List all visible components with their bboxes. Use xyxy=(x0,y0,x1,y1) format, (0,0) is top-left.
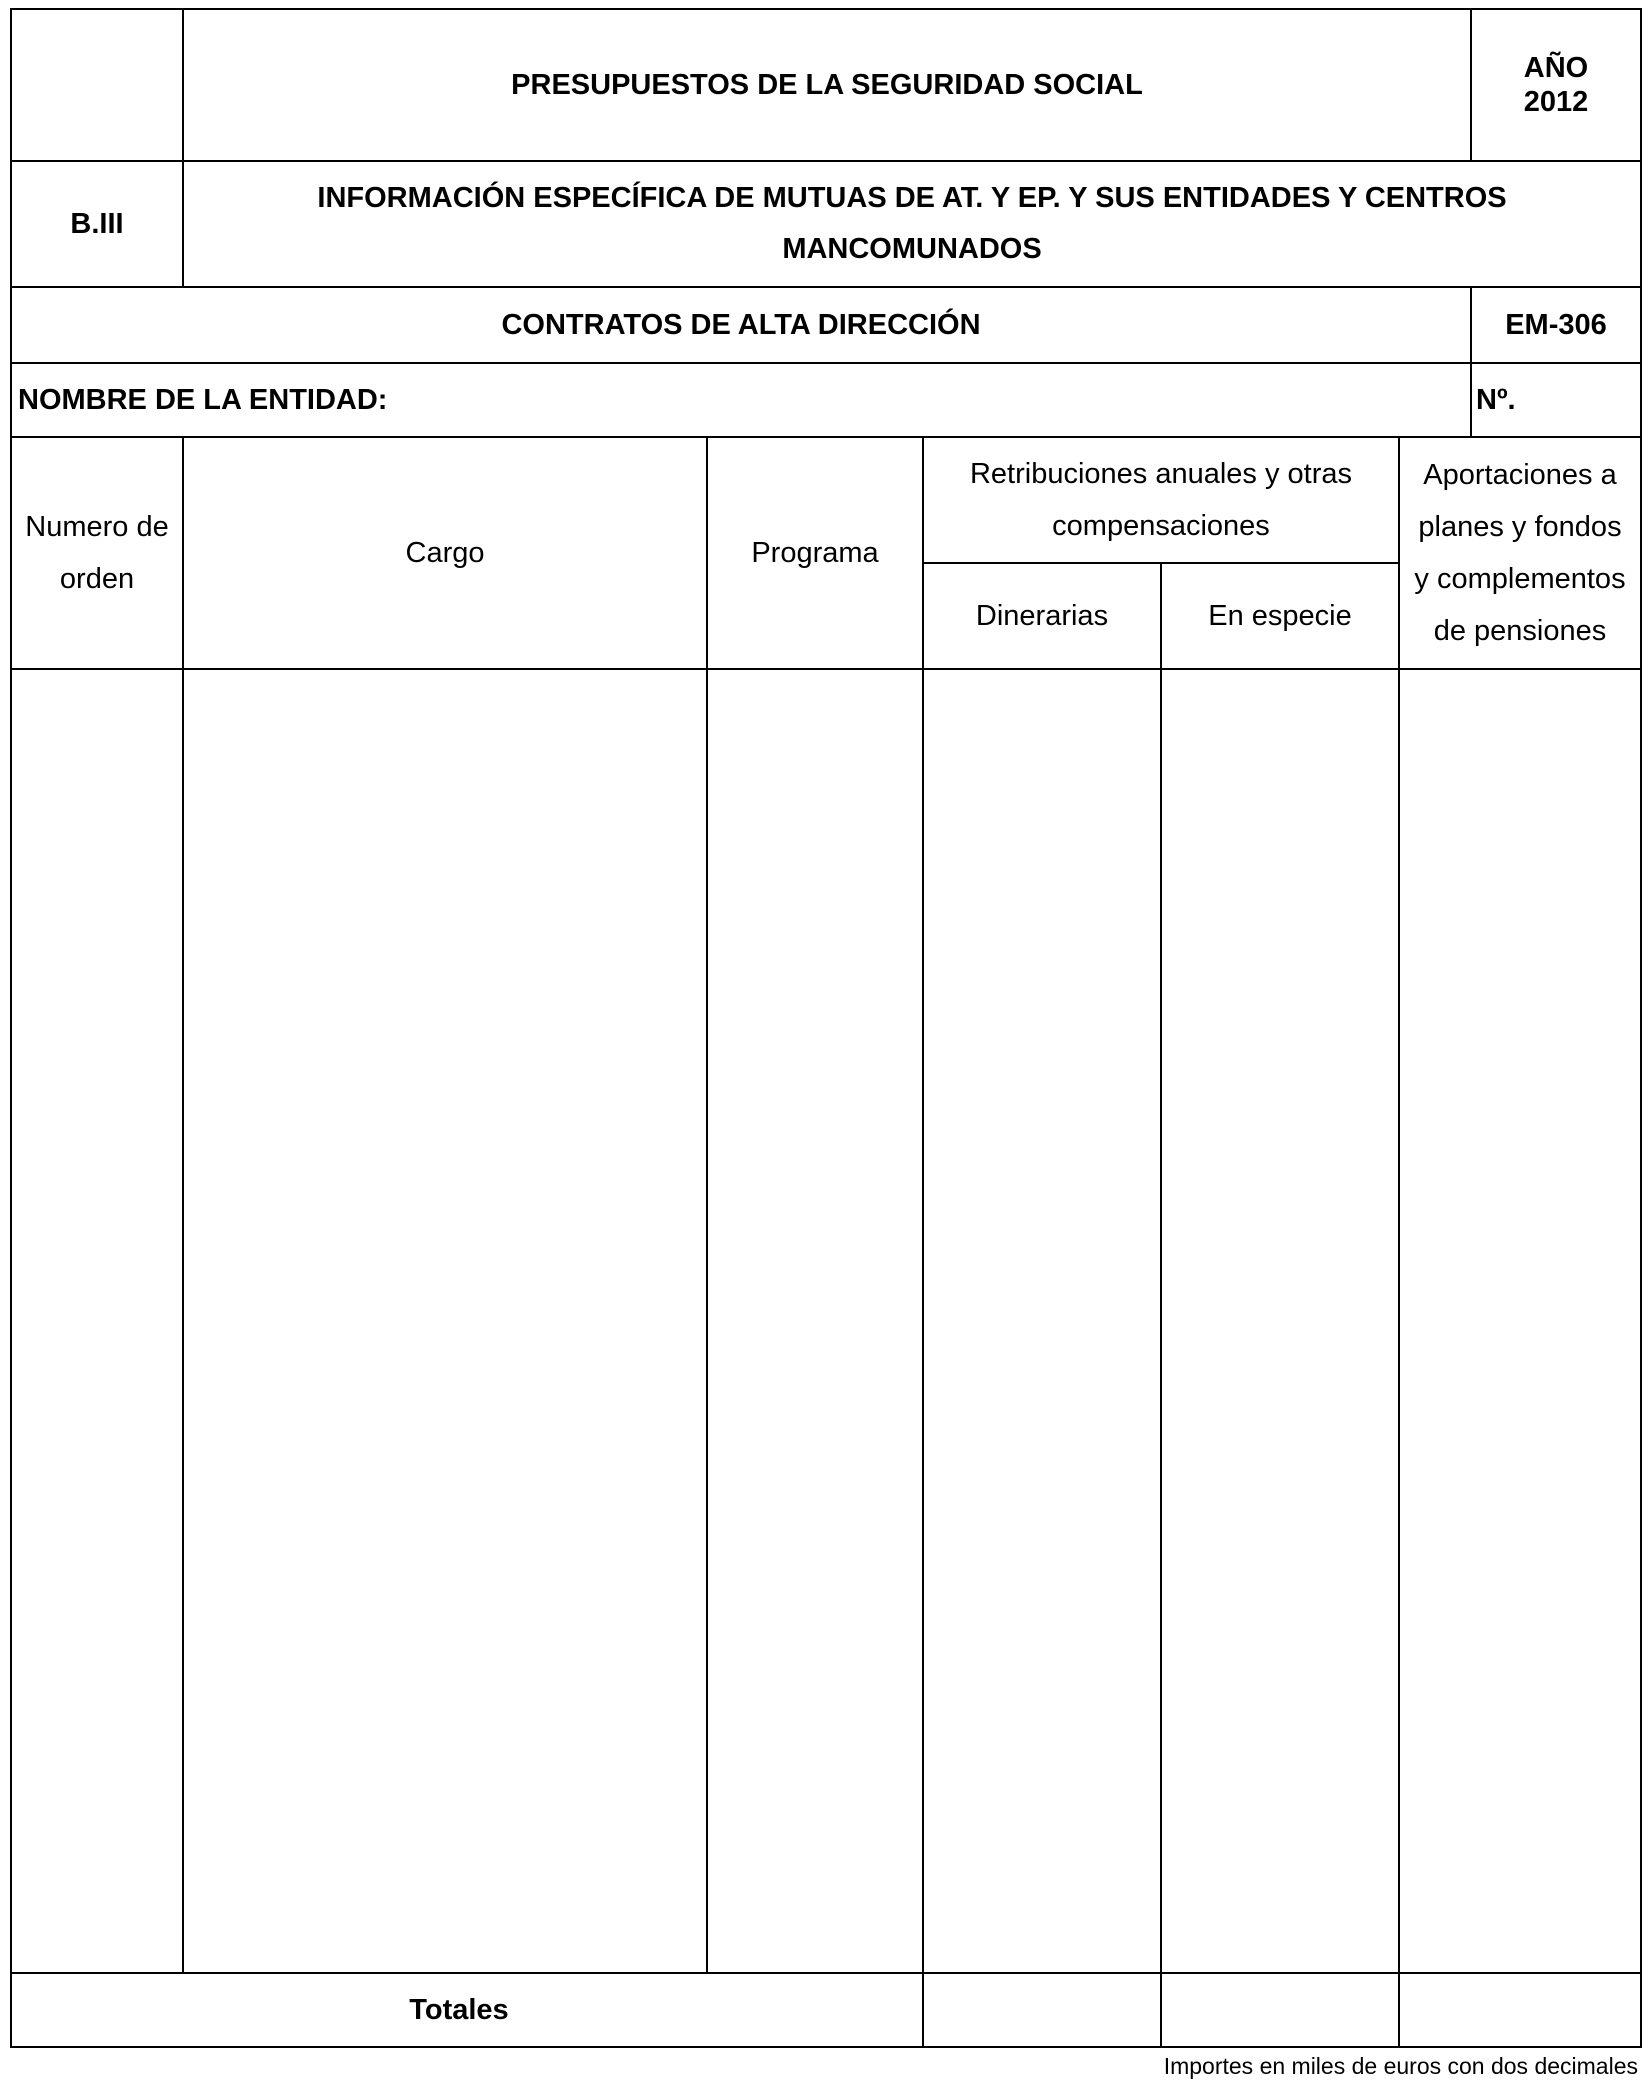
col-especie-label: En especie xyxy=(1208,600,1352,632)
totals-especie-field[interactable] xyxy=(1160,1972,1400,2048)
form-title-cell xyxy=(10,286,1472,364)
header-title-cell xyxy=(182,8,1472,162)
form-title: CONTRATOS DE ALTA DIRECCIÓN xyxy=(501,308,981,341)
group-retribuciones-line2: compensaciones xyxy=(1052,510,1270,542)
col-dinerarias-label: Dinerarias xyxy=(975,600,1109,632)
totals-label: Totales xyxy=(409,1993,509,2026)
section-title-line1: INFORMACIÓN ESPECÍFICA DE MUTUAS DE AT. Y EP. Y SUS ENTIDADES Y CENTROS xyxy=(317,182,1507,214)
entity-name-label: NOMBRE DE LA ENTIDAD: xyxy=(18,383,388,416)
col-divider-aportaciones xyxy=(1398,668,1400,1974)
form-code-cell xyxy=(1470,286,1642,364)
col-aportaciones-line4: de pensiones xyxy=(1433,615,1607,647)
col-aportaciones-line3: y complementos xyxy=(1414,563,1626,595)
header-year-cell xyxy=(1470,8,1642,162)
col-aportaciones-line1: Aportaciones a xyxy=(1423,459,1617,491)
section-title-line2: MANCOMUNADOS xyxy=(782,233,1042,265)
col-header-numero xyxy=(10,436,184,670)
col-aportaciones-line2: planes y fondos xyxy=(1418,511,1622,543)
section-code: B.III xyxy=(70,207,124,240)
totals-dinerarias-field[interactable] xyxy=(922,1972,1162,2048)
header-blank-cell xyxy=(10,8,184,162)
entity-name-field[interactable] xyxy=(10,362,1472,438)
col-divider-dinerarias xyxy=(922,668,924,1974)
year-label: AÑO xyxy=(1523,52,1589,84)
form-code: EM-306 xyxy=(1505,308,1607,341)
year-value: 2012 xyxy=(1523,86,1589,118)
col-header-programa xyxy=(706,436,924,670)
entity-number-field[interactable] xyxy=(1470,362,1642,438)
amounts-footnote: Importes en miles de euros con dos decimales xyxy=(1163,2053,1638,2079)
col-header-especie xyxy=(1160,562,1400,670)
entity-number-label: Nº. xyxy=(1476,383,1516,416)
col-divider-programa xyxy=(706,668,708,1974)
col-divider-especie xyxy=(1160,668,1162,1974)
col-numero-line1: Numero de xyxy=(25,511,169,543)
totals-aportaciones-field[interactable] xyxy=(1398,1972,1642,2048)
page-title: PRESUPUESTOS DE LA SEGURIDAD SOCIAL xyxy=(511,68,1143,101)
col-divider-cargo xyxy=(182,668,184,1974)
section-code-cell xyxy=(10,160,184,288)
col-programa-label: Programa xyxy=(751,537,879,569)
section-title-cell xyxy=(182,160,1642,288)
col-cargo-label: Cargo xyxy=(405,537,485,569)
col-header-dinerarias xyxy=(922,562,1162,670)
col-numero-line2: orden xyxy=(59,563,135,595)
col-group-retribuciones xyxy=(922,436,1400,564)
col-header-cargo xyxy=(182,436,708,670)
col-header-aportaciones xyxy=(1398,436,1642,670)
group-retribuciones-line1: Retribuciones anuales y otras xyxy=(969,458,1353,490)
totals-label-cell xyxy=(10,1972,924,2048)
